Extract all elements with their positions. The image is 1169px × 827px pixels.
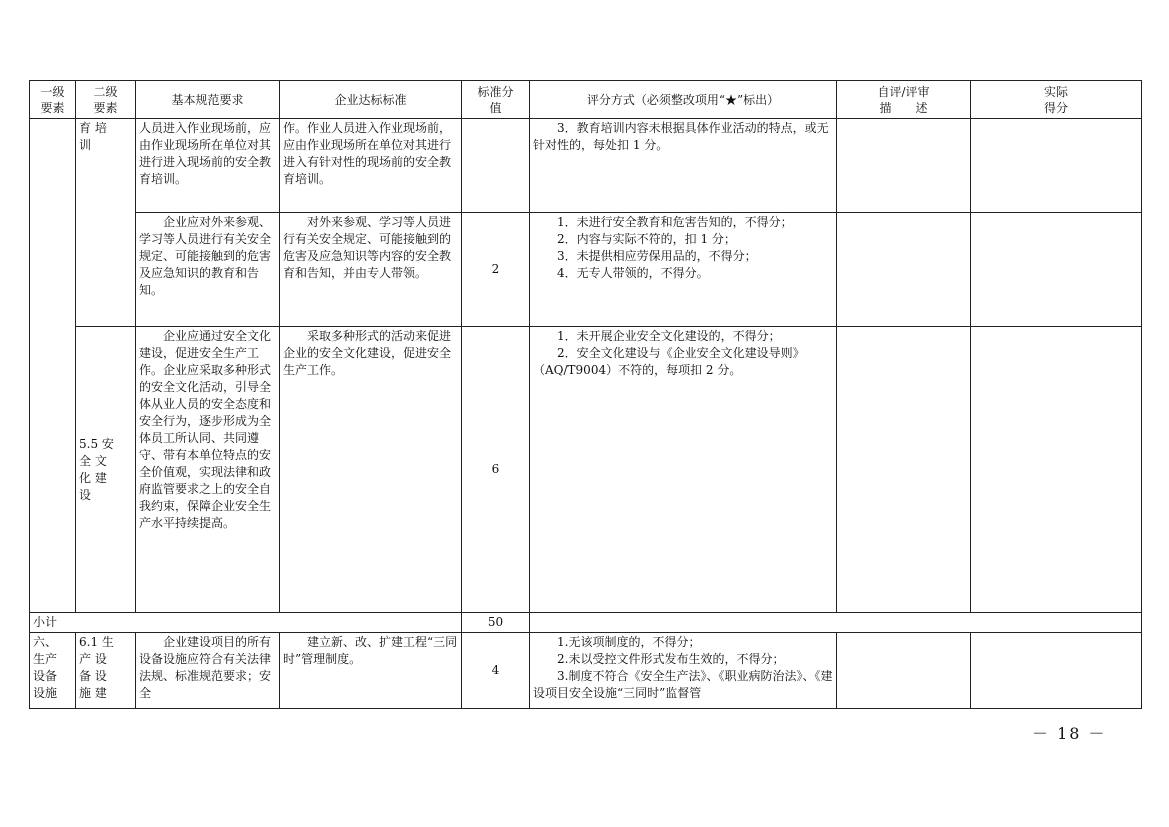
basic-requirement-cell: 企业应对外来参观、学习等人员进行有关安全规定、可能接触到的危害及应急知识的教育和告知。 bbox=[136, 213, 280, 327]
header-enterprise-standard: 企业达标标准 bbox=[280, 81, 462, 119]
method-line: 1．未开展企业安全文化建设的，不得分； bbox=[557, 329, 781, 343]
self-review-cell bbox=[837, 633, 971, 709]
basic-requirement-cell: 企业建设项目的所有设备设施应符合有关法律法规、标准规范要求；安全 bbox=[136, 633, 280, 709]
table-row bbox=[30, 327, 1142, 613]
actual-score-cell bbox=[971, 213, 1142, 327]
method-line: 2．内容与实际不符的，扣 1 分； bbox=[557, 232, 736, 246]
method-line: 4．无专人带领的，不得分。 bbox=[557, 266, 709, 280]
actual-score-cell bbox=[971, 327, 1142, 613]
header-level1: 一级 要素 bbox=[30, 81, 76, 119]
scoring-method-cell bbox=[530, 213, 837, 327]
header-basic-requirement: 基本规范要求 bbox=[136, 81, 280, 119]
method-line: 2.未以受控文件形式发布生效的，不得分； bbox=[557, 652, 785, 666]
subtotal-empty bbox=[530, 613, 1142, 633]
level1-cell-empty bbox=[30, 119, 76, 613]
scoring-method-cell: 3．教育培训内容未根据具体作业活动的特点，或无针对性的，每处扣 1 分。 bbox=[530, 119, 837, 213]
subtotal-row bbox=[30, 613, 1142, 633]
method-line: 3．未提供相应劳保用品的，不得分； bbox=[557, 249, 757, 263]
score-cell: 2 bbox=[462, 213, 530, 327]
scoring-method-cell bbox=[530, 327, 837, 613]
table-row bbox=[30, 119, 1142, 213]
score-cell: 4 bbox=[462, 633, 530, 709]
self-review-cell bbox=[837, 119, 971, 213]
self-review-cell bbox=[837, 327, 971, 613]
basic-requirement-cell: 企业应通过安全文化建设，促进安全生产工作。企业应采取多种形式的安全文化活动，引导全体从业人员的安全态度和安全行为，逐步形成为全体员工所认同、共同遵守、带有本单位特点的安全价值观，实现法律和政府监管要求之上的安全自我约束，保障企业安全生产水平持续提高。 bbox=[136, 327, 280, 613]
header-row bbox=[30, 81, 1142, 119]
header-scoring-method: 评分方式（必须整改项用“★”标出） bbox=[530, 81, 837, 119]
page-number: － 18 － bbox=[1032, 724, 1107, 743]
standards-table bbox=[29, 80, 1142, 709]
method-line: 1．未进行安全教育和危害告知的，不得分； bbox=[557, 215, 793, 229]
subtotal-score: 50 bbox=[462, 613, 530, 633]
level2-cell bbox=[76, 119, 136, 327]
table-row bbox=[30, 213, 1142, 327]
level2-text: 5.5 安 全 文 化 建 设 bbox=[79, 436, 114, 502]
enterprise-standard-cell: 采取多种形式的活动来促进企业的安全文化建设，促进安全生产工作。 bbox=[280, 327, 462, 613]
method-line: 3.制度不符合《安全生产法》、《职业病防治法》、《建设项目安全设施“三同时”监督管 bbox=[533, 669, 833, 700]
score-cell bbox=[462, 119, 530, 213]
method-line: 2．安全文化建设与《企业安全文化建设导则》（AQ/T9004）不符的，每项扣 2 分。 bbox=[533, 346, 805, 377]
scoring-method-cell bbox=[530, 633, 837, 709]
basic-requirement-cell: 人员进入作业现场前，应由作业现场所在单位对其进行进入现场前的安全教育培训。 bbox=[136, 119, 280, 213]
header-self-review: 自评/评审 描 述 bbox=[837, 81, 971, 119]
header-actual-score: 实际 得分 bbox=[971, 81, 1142, 119]
score-cell: 6 bbox=[462, 327, 530, 613]
method-line: 1.无该项制度的，不得分； bbox=[557, 635, 701, 649]
enterprise-standard-cell: 建立新、改、扩建工程“三同时”管理制度。 bbox=[280, 633, 462, 709]
header-level2: 二级 要素 bbox=[76, 81, 136, 119]
actual-score-cell bbox=[971, 633, 1142, 709]
subtotal-label: 小计 bbox=[30, 613, 462, 633]
enterprise-standard-cell: 作。作业人员进入作业现场前，应由作业现场所在单位对其进行进入有针对性的现场前的安全教育培训。 bbox=[280, 119, 462, 213]
level1-text: 六、 生产 设备 设施 bbox=[33, 635, 58, 700]
header-standard-score: 标准分 值 bbox=[462, 81, 530, 119]
level1-cell bbox=[30, 633, 76, 709]
level2-text: 育 培 训 bbox=[79, 121, 107, 152]
table-row bbox=[30, 633, 1142, 709]
level2-cell bbox=[76, 327, 136, 613]
enterprise-standard-cell: 对外来参观、学习等人员进行有关安全规定、可能接触到的危害及应急知识等内容的安全教育和告知，并由专人带领。 bbox=[280, 213, 462, 327]
actual-score-cell bbox=[971, 119, 1142, 213]
self-review-cell bbox=[837, 213, 971, 327]
level2-cell bbox=[76, 633, 136, 709]
level2-text: 6.1 生 产 设 备 设 施 建 bbox=[79, 635, 114, 700]
